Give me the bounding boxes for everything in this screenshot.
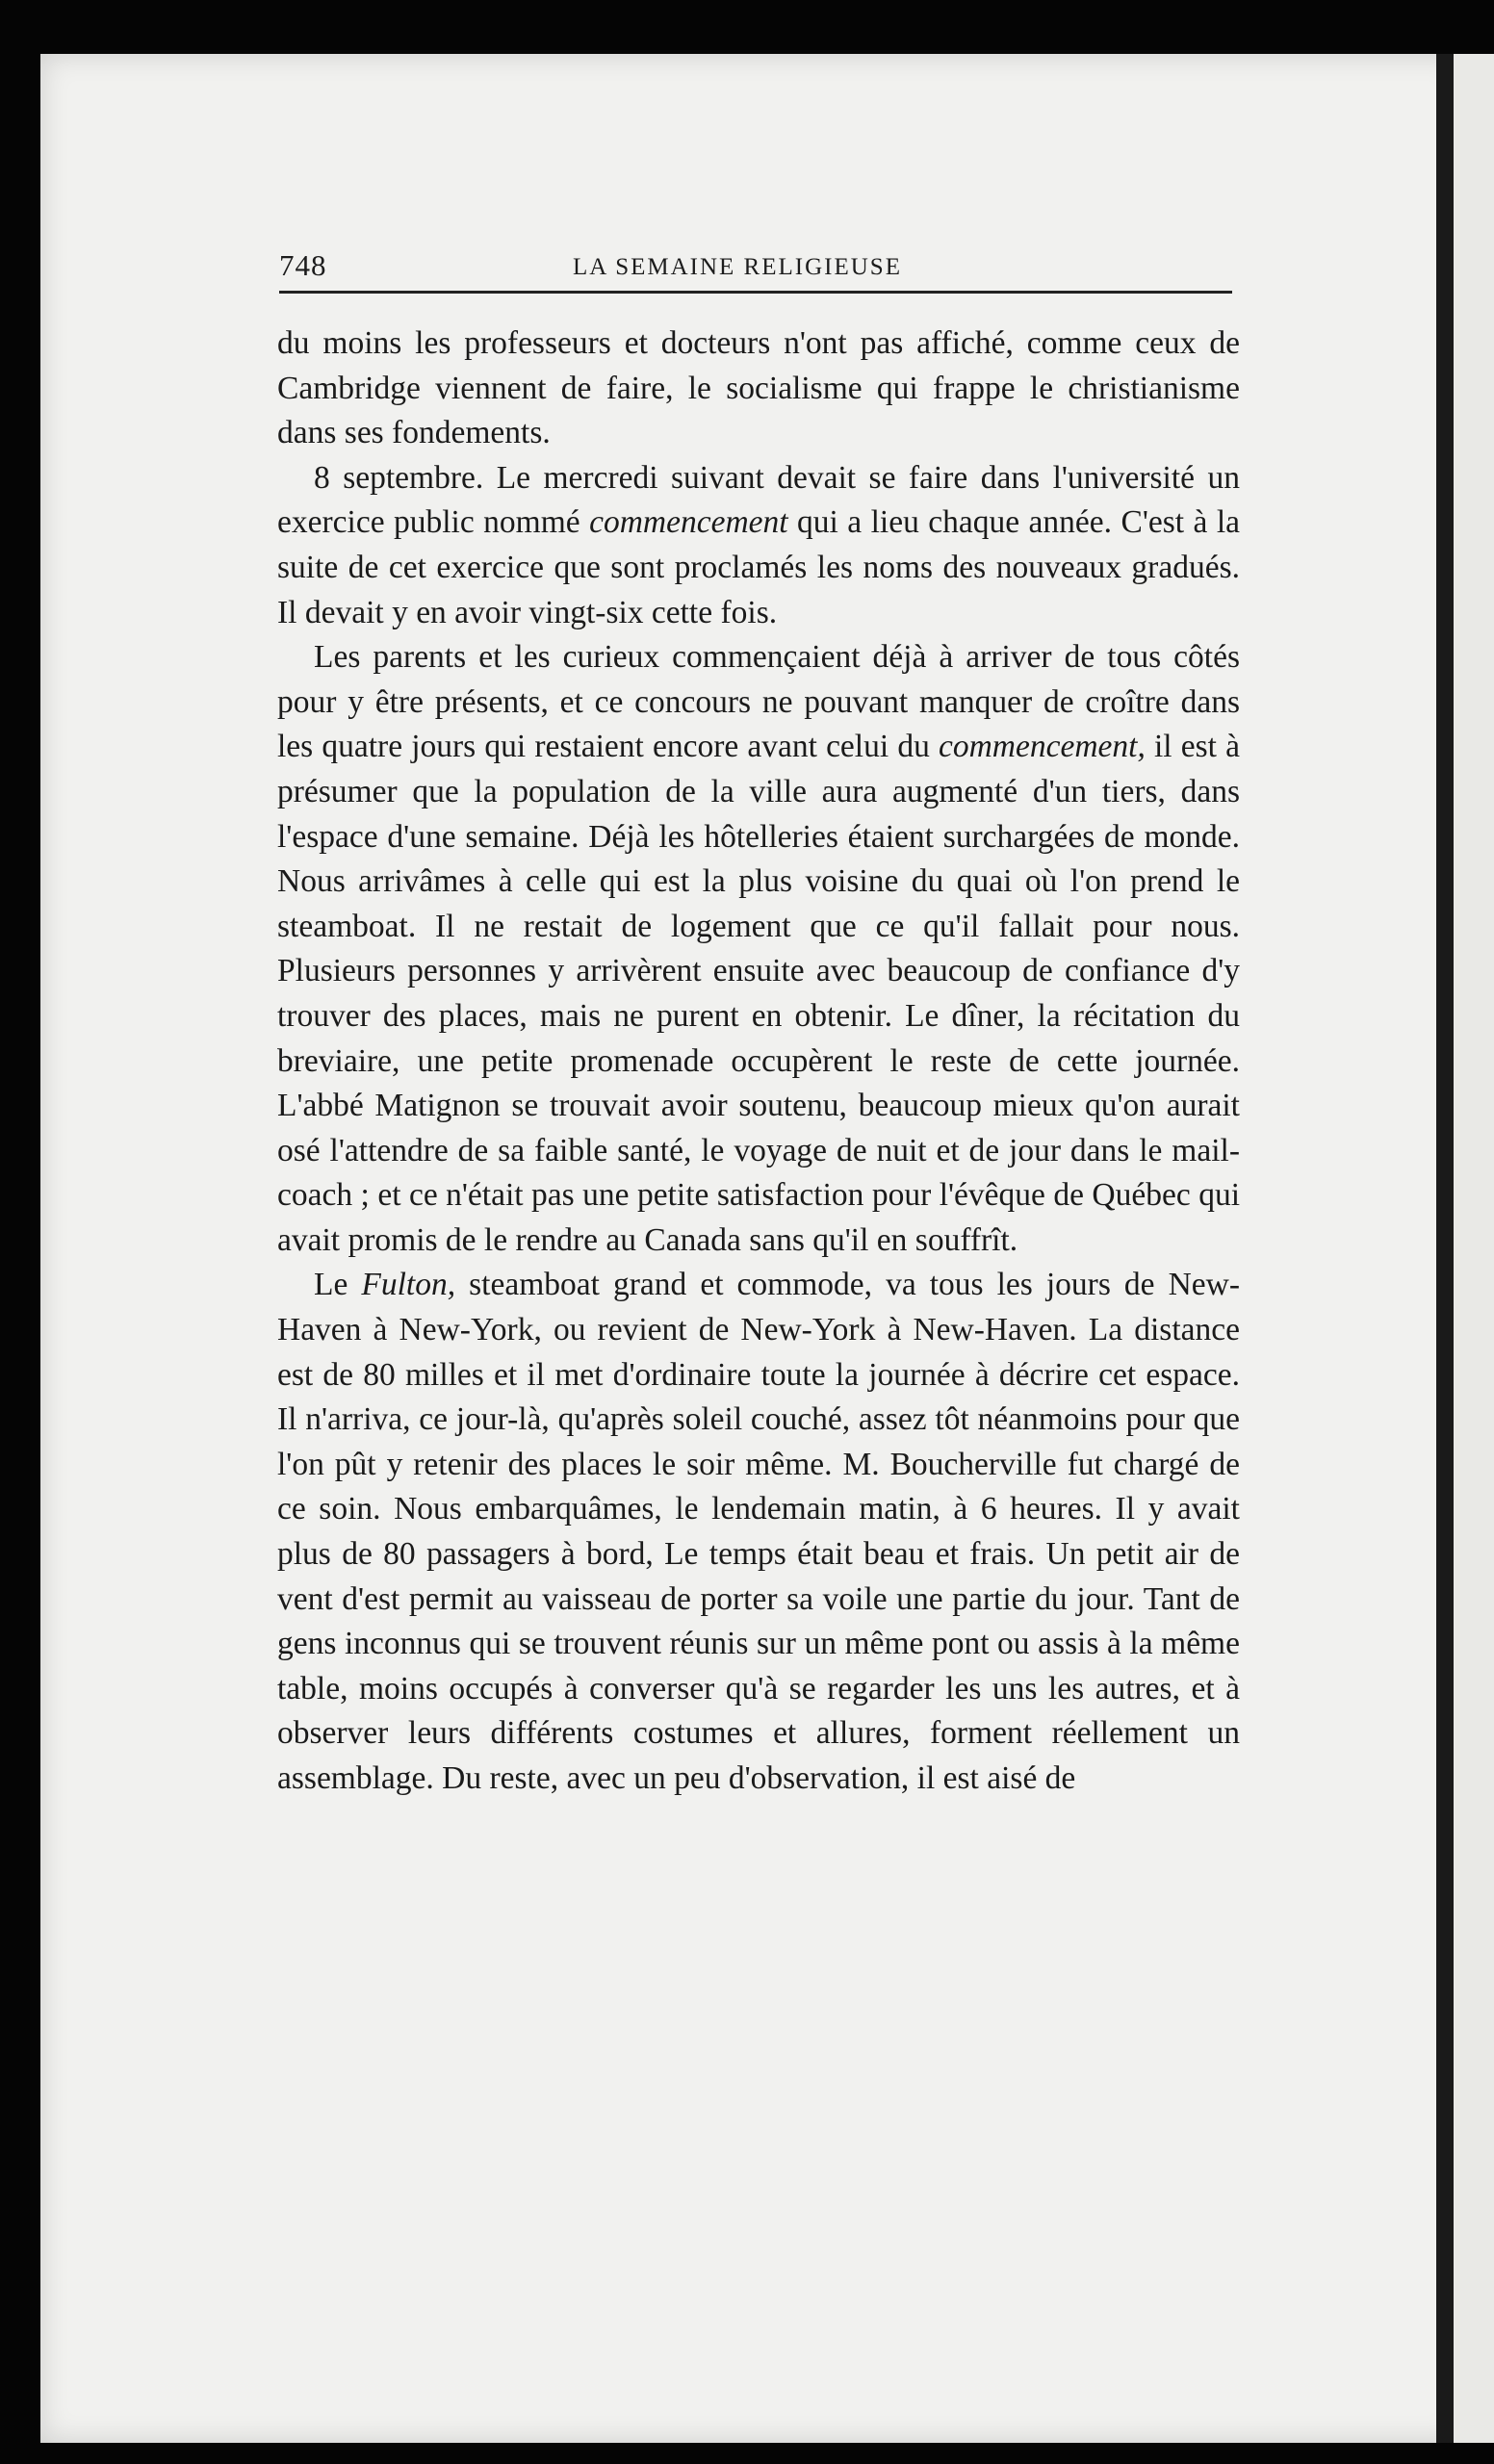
paragraph — [277, 321, 1240, 456]
text-run: il est à présumer que la population de la ville aura augmenté d'un tiers, dans l'espace d'une semaine. Déjà les hôtelleries étaient surchargées de monde. Nous arrivâmes à celle qui est la plus voisine du quai où l'on prend le steamboat. Il ne restait de logement que ce qu'il fallait pour nous. Plusieurs personnes y arrivèrent ensuite avec beaucoup de confiance d'y trouver des places, mais ne purent en obtenir. Le dîner, la récitation du breviaire, une petite promenade occupèrent le reste de cette journée. L'abbé Matignon se trouvait avoir soutenu, beaucoup mieux qu'on aurait osé l'attendre de sa faible santé, le voyage de nuit et de jour dans le mail-coach ; et ce n'était pas une petite satisfaction pour l'évêque de Québec qui avait promis de le rendre au Canada sans qu'il en souffrît. — [277, 729, 1240, 1258]
running-title: LA SEMAINE RELIGIEUSE — [573, 254, 902, 280]
page-number: 748 — [279, 248, 327, 282]
italic-term: Fulton, — [361, 1267, 456, 1303]
paragraph — [277, 1263, 1240, 1801]
page-header — [279, 248, 1232, 294]
text-run: steamboat grand et commode, va tous les jours de New-Haven à New-York, ou revient de New-York à New-Haven. La distance est de 80 milles et il met d'ordinaire toute la journée à décrire cet espace. Il n'arriva, ce jour-là, qu'après soleil couché, assez tôt néanmoins pour que l'on pût y retenir des places le soir même. M. Boucherville fut chargé de ce soin. Nous embarquâmes, le lendemain matin, à 6 heures. Il y avait plus de 80 passagers à bord, Le temps était beau et frais. Un petit air de vent d'est permit au vaisseau de porter sa voile une partie du jour. Tant de gens inconnus qui se trouvent réunis sur un même pont ou assis à la même table, moins occupés à converser qu'à se regarder les uns les autres, et à observer leurs différents costumes et allures, forment réellement un assemblage. Du reste, avec un peu d'observation, il est aisé de — [277, 1267, 1240, 1796]
paragraph — [277, 635, 1240, 1263]
text-run: Le — [314, 1267, 362, 1303]
text-run: 8 septembre. Le mercredi suivant devait se faire dans l'université un exercice public nommé — [277, 459, 1240, 541]
text-run: du moins les professeurs et docteurs n'ont pas affiché, comme ceux de Cambridge viennent de faire, le socialisme qui frappe le christianisme dans ses fondements. — [277, 325, 1240, 451]
italic-term: commencement, — [938, 729, 1146, 765]
body-text — [277, 321, 1240, 1802]
paragraph — [277, 456, 1240, 635]
page-gutter-shadow — [1436, 54, 1454, 2443]
facing-page-edge — [1454, 54, 1494, 2443]
italic-term: commencement — [589, 504, 788, 541]
text-run: Les parents et les curieux commençaient déjà à arriver de tous côtés pour y être présents, et ce concours ne pouvant manquer de croître dans les quatre jours qui restaient encore avant celui du — [277, 639, 1240, 765]
text-run: qui a lieu chaque année. C'est à la suite de cet exercice que sont proclamés les noms des nouveaux gradués. Il devait y en avoir vingt-six cette fois. — [277, 504, 1241, 630]
